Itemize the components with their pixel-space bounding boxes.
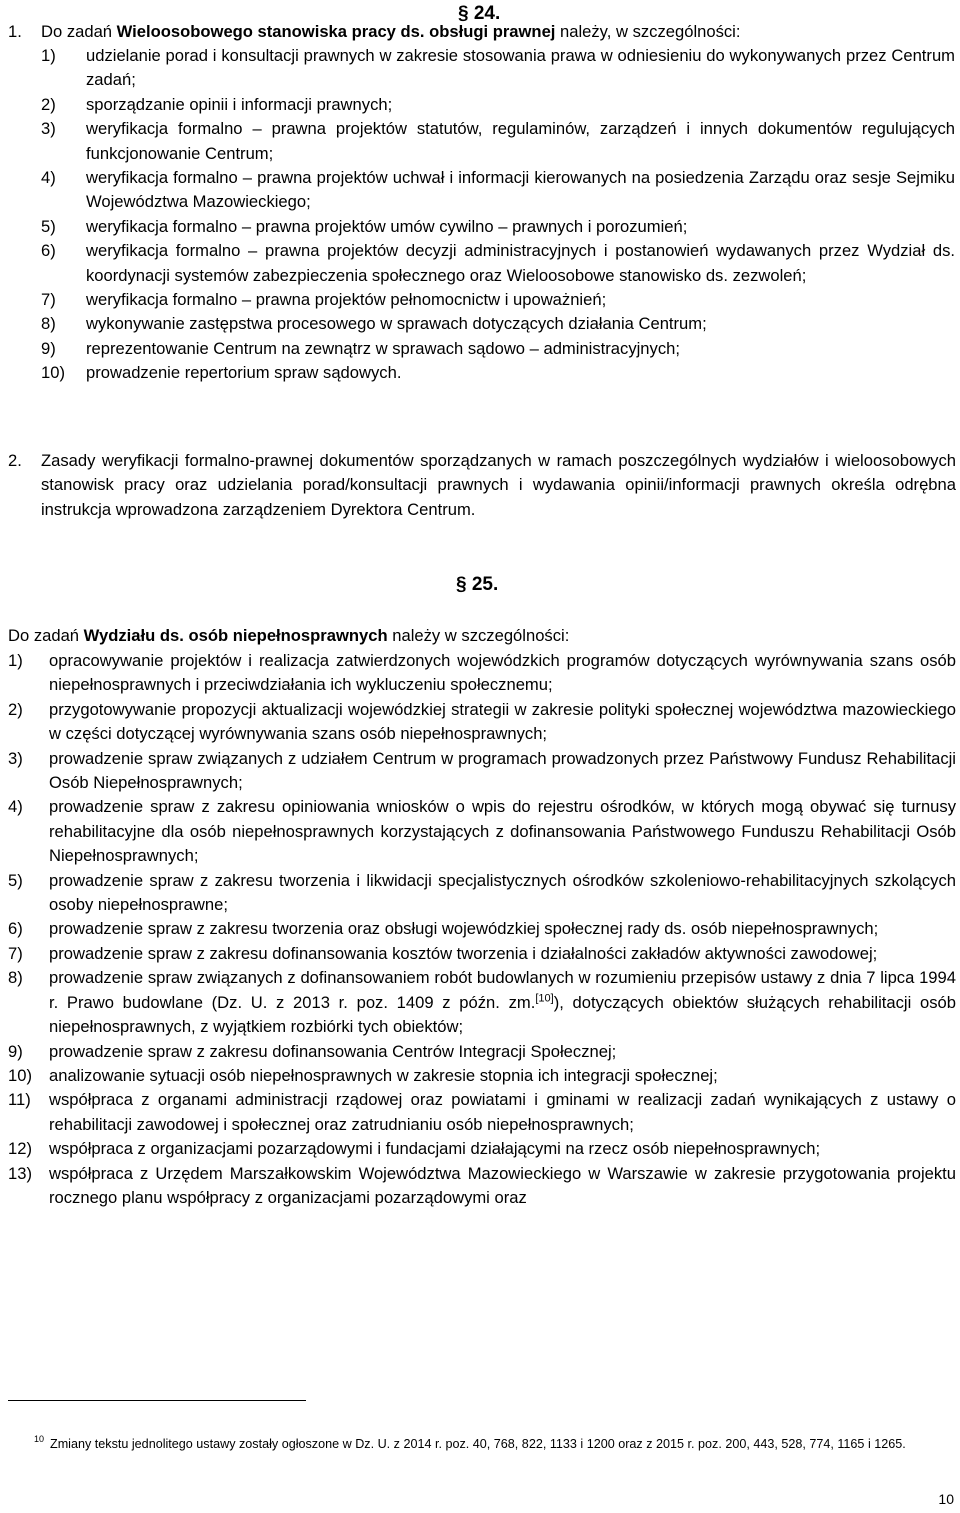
page-number: 10 (938, 1491, 954, 1507)
item-text: udzielanie porad i konsultacji prawnych w zakresie stosowania prawa w odniesieniu do wykonywanych przez Centrum zadań; (86, 46, 955, 90)
item-number: 4) (8, 797, 23, 817)
item-number: 9) (8, 1041, 23, 1061)
item-text: wykonywanie zastępstwa procesowego w sprawach dotyczących działania Centrum; (86, 314, 707, 334)
list-item (8, 942, 956, 966)
list-item (41, 215, 955, 239)
item-number: 2) (41, 94, 56, 114)
item-text: współpraca z organizacjami pozarządowymi i fundacjami działającymi na rzecz osób niepełnosprawnych; (49, 1139, 821, 1159)
footnote-separator (8, 1400, 306, 1401)
paragraph-text: Zasady weryfikacji formalno-prawnej dokumentów sporządzanych w ramach poszczególnych wydziałów i wieloosobowych stanowisk pracy oraz udzielania porad/konsultacji prawnych i wydawania opinii/informacji prawnych określa odrębna instrukcja wprowadzona zarządzeniem Dyrektora Centrum. (41, 451, 956, 519)
item-text (49, 966, 956, 1039)
item-text: weryfikacja formalno – prawna projektów decyzji administracyjnych i postanowień wydawanych przez Wydział ds. koordynacji systemów zabezpieczenia społecznego oraz Wieloosobowe stanowisko ds. zezwoleń; (86, 241, 955, 285)
item-text: prowadzenie repertorium spraw sądowych. (86, 363, 402, 383)
footnote-text: Zmiany tekstu jednolitego ustawy zostały ogłoszone w Dz. U. z 2014 r. poz. 40, 768, 822, 1133 i 1200 oraz z 2015 r. poz. 200, 443, 528, 774, 1165 i 1265. (50, 1437, 906, 1451)
item-text: weryfikacja formalno – prawna projektów pełnomocnictw i upoważnień; (86, 290, 607, 310)
list-item (8, 869, 956, 918)
item-text: analizowanie sytuacji osób niepełnosprawnych w zakresie stopnia ich integracji społecznej; (49, 1065, 718, 1085)
item-number: 10) (41, 363, 65, 383)
item-number: 1) (41, 46, 56, 65)
item-text: prowadzenie spraw z zakresu opiniowania wniosków o wpis do rejestru ośrodków, w których mogą obywać się turnusy rehabilitacyjne dla osób niepełnosprawnych korzystających z dofinansowania Państwowego Funduszu Rehabilitacji Osób Niepełnosprawnych; (49, 797, 956, 866)
item-text: przygotowywanie propozycji aktualizacji wojewódzkiej strategii w zakresie polityki społecznej województwa mazowieckiego w części dotyczącej wyrównywania szans osób niepełnosprawnych; (49, 699, 956, 744)
item-text: opracowywanie projektów i realizacja zatwierdzonych wojewódzkich programów dotyczących wyrównywania szans osób niepełnosprawnych i przeciwdziałania ich wykluczeniu społecznemu; (49, 651, 956, 695)
section-24-paragraph-1-intro (8, 20, 960, 44)
item-number: 7) (8, 943, 23, 963)
list-item (8, 1064, 956, 1088)
section-25-title: § 25. (456, 574, 499, 595)
item-number: 5) (8, 870, 23, 890)
item-text: prowadzenie spraw z zakresu dofinansowania kosztów tworzenia i działalności zakładów aktywności zawodowej; (49, 943, 878, 963)
list-item (8, 966, 956, 1039)
footnote-mark: 10 (34, 1434, 45, 1444)
list-item (41, 239, 955, 288)
paragraph-text (41, 20, 960, 44)
item-text: weryfikacja formalno – prawna projektów uchwał i informacji kierowanych na posiedzenia Zarządu oraz sesje Sejmiku Województwa Mazowieckiego; (86, 168, 955, 212)
paragraph-number: 1. (8, 22, 22, 41)
list-item (41, 93, 955, 117)
item-text: prowadzenie spraw z zakresu tworzenia oraz obsługi wojewódzkiej społecznej rady ds. osób niepełnosprawnych; (49, 919, 879, 939)
item-text: prowadzenie spraw z zakresu dofinansowania Centrów Integracji Społecznej; (49, 1041, 617, 1061)
item-number: 4) (41, 168, 56, 188)
intro-text: należy w szczególności: (387, 626, 570, 645)
section-24-paragraph-2 (8, 449, 956, 522)
item-number: 3) (41, 119, 56, 139)
intro-text: należy, w szczególności: (555, 22, 741, 41)
list-item (8, 1137, 956, 1161)
item-number: 9) (41, 338, 56, 358)
item-text-part: prowadzenie spraw związanych z dofinansowaniem robót budowlanych w rozumieniu przepisów ustawy z dnia 7 lipca 1994 r. Prawo budowlane (Dz. U. z 2013 r. poz. 1409 z późn. zm. (49, 968, 956, 1012)
item-text: prowadzenie spraw z zakresu tworzenia i likwidacji specjalistycznych ośrodków szkoleniowo-rehabilitacyjnych szkolących osoby niepełnosprawne; (49, 870, 956, 915)
item-number: 12) (8, 1139, 32, 1159)
list-item (8, 1040, 956, 1064)
item-number: 6) (41, 241, 56, 261)
item-text: współpraca z Urzędem Marszałkowskim Województwa Mazowieckiego w Warszawie w zakresie przygotowania projektu rocznego planu współpracy z organizacjami pozarządowymi oraz (49, 1163, 956, 1207)
unit-name: Wieloosobowego stanowiska pracy ds. obsługi prawnej (116, 22, 556, 41)
item-number: 5) (41, 216, 56, 236)
footnote-reference[interactable]: [10] (535, 992, 554, 1005)
intro-text: Do zadań (8, 626, 84, 645)
list-item (8, 1162, 956, 1211)
item-number: 8) (8, 968, 23, 988)
item-text: współpraca z organami administracji rządowej oraz powiatami i gminami w realizacji zadań wynikających z ustawy o rehabilitacji zawodowej i społecznej oraz zatrudnianiu osób niepełnosprawnych; (49, 1090, 956, 1134)
item-text: weryfikacja formalno – prawna projektów umów cywilno – prawnych i porozumień; (86, 216, 688, 236)
list-item (41, 337, 955, 361)
list-item (8, 698, 956, 747)
list-item (8, 917, 956, 941)
item-text-part: ), dotyczących obiektów służących rehabilitacji osób niepełnosprawnych, z wyjątkiem rozbiórki tych obiektów; (49, 992, 956, 1037)
item-number: 10) (8, 1065, 32, 1085)
list-item (41, 44, 955, 93)
item-text: weryfikacja formalno – prawna projektów statutów, regulaminów, zarządzeń i innych dokumentów regulujących funkcjonowanie Centrum; (86, 119, 955, 163)
list-item (41, 361, 955, 385)
list-item (8, 1088, 956, 1137)
section-25-item-list (8, 649, 956, 1210)
list-item (41, 117, 955, 166)
item-number: 3) (8, 748, 23, 768)
item-number: 6) (8, 919, 23, 939)
intro-text: Do zadań (41, 22, 117, 41)
section-25-intro (8, 624, 956, 648)
item-number: 7) (41, 290, 56, 310)
paragraph-number: 2. (8, 451, 22, 470)
item-number: 11) (8, 1090, 31, 1110)
list-item (8, 649, 956, 698)
item-text: prowadzenie spraw związanych z udziałem Centrum w programach prowadzonych przez Państwowy Fundusz Rehabilitacji Osób Niepełnosprawnych; (49, 748, 956, 793)
list-item (8, 795, 956, 868)
unit-name: Wydziału ds. osób niepełnosprawnych (83, 626, 388, 645)
list-item (8, 747, 956, 796)
footnote (34, 1436, 956, 1454)
item-text: sporządzanie opinii i informacji prawnych; (86, 94, 393, 114)
list-item (41, 166, 955, 215)
list-item (41, 312, 955, 336)
item-text: reprezentowanie Centrum na zewnątrz w sprawach sądowo – administracyjnych; (86, 338, 680, 358)
section-24-title: § 24. (458, 3, 501, 24)
list-item (41, 288, 955, 312)
item-number: 1) (8, 651, 23, 670)
section-24-item-list (41, 44, 955, 386)
item-number: 2) (8, 699, 23, 719)
item-number: 13) (8, 1163, 32, 1183)
item-number: 8) (41, 314, 56, 334)
